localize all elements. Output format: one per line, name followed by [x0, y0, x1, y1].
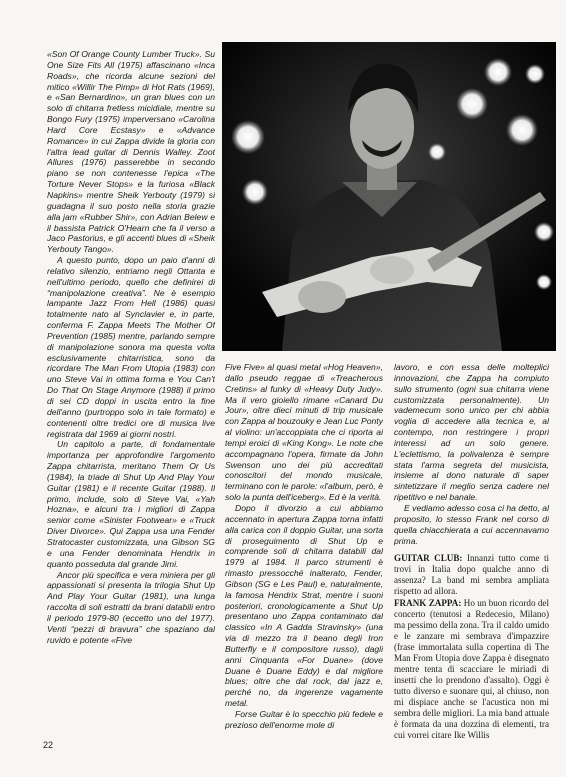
paragraph: Five Five» al quasi metal «Hog Heaven», dallo pseudo reggae di «Treacherous Cretins» al funky di «Heavy Duty Judy». Ma il vero gioiello rimane «Canard Du Jour», oltre dieci minuti di trip musicale con Zappa al bouzouky e Jean Luc Ponty al violino: un'accoppiata che ci riporta ai tempi eroici di «King Kong». Le note che accompagnano l'opera, firmate da John Swenson uno dei più accreditati conoscitori del mondo musicale, terminano con le parole: «l'album, però, è solo la punta dell'iceberg». Ed è la verità. [225, 362, 383, 503]
article-column-right [394, 362, 549, 762]
concert-photo [222, 42, 556, 351]
paragraph: A questo punto, dopo un paio d'anni di relativo silenzio, entriamo negli Ottanta e nell'ultimo periodo, quello che definirei di “manipolazione creativa”. Ne è esempio lampante Jazz From Hell (1986) quasi totalmente nato al Synclavier e, in parte, conferma F. Zappa Meets The Mother Of Prevention (1985) mentre, parlando sempre di manipolazione sonora ma questa volta esclusivamente chitarristica, sono da ricordare The Man From Utopia (1983) con uno Steve Vai in ottima forma e You Can't Do That On Stage Anymore (1988) il primo di sei CD doppi in uscita entro la fine dell'anno (purtroppo solo in tale formato) e contenenti oltre tredici ore di musica live registrata dal 1969 ai giorni nostri. [47, 255, 215, 439]
paragraph: Dopo il divorzio a cui abbiamo accennato in apertura Zappa torna infatti alla carica con il doppio Guitar, una sorta di proseguimento di Shut Up e comprende soli di chitarra databili dal 1979 al 1984. Il parco strumenti è rimasto pressocché inalterato, Fender, Gibson (SG e Les Paul) e, naturalmente, la famosa Hendrix Strat, mentre i suoni posteriori, cronologicamente a Shut Up presentano uno Zappa contaminato dal classico «In A Gadda Stravinsky» (una via di mezzo tra il beano degli Iron Butterfly e il compositore russo), dagli anni Cinquanta «For Duane» (dove Duane è Duane Eddy) e dal migliore blues; oltre che dal rock, dal jazz e, perché no, da ingerenze vagamente metal. [225, 502, 383, 709]
paragraph: Un capitolo a parte, di fondamentale importanza per approfondire l'argomento Zappa chitarrista, meritano Them Or Us (1984), la triade di Shut Up And Play Your Guitar (1981) e il recente Guitar (1988). Il primo, include, solo di Steve Vai, «Yah Hozna», e alcuni tra i migliori di Zappa senior come «Sinister Footwear» e «Truck Diver Divorce». Qui Zappa usa una Fender Stratocaster customizzata, una Gibson SG e una Fender denominata Hendrix in quanto posseduta dal grande Jimi. [47, 439, 215, 569]
paragraph: Forse Guitar è lo specchio più fedele e prezioso dell'enorme mole di [225, 709, 383, 730]
interview [394, 553, 549, 741]
speaker-text: Innanzi tutto come ti trovi in Italia dopo qualche anno di assenza? La band mi sembra ampliata rispetto ad allora. [394, 553, 549, 597]
interview-question [394, 553, 549, 597]
speaker-label: FRANK ZAPPA: [394, 597, 462, 608]
speaker-label: GUITAR CLUB: [394, 553, 463, 564]
interview-answer [394, 598, 549, 742]
paragraph: E vediamo adesso cosa ci ha detto, al proposito, lo stesso Frank nel corso di quella chiacchierata a cui accennavamo prima. [394, 502, 549, 546]
article-column-left [47, 49, 215, 744]
paragraph: lavoro, e con essa delle molteplici innovazioni, che Zappa ha compiuto sullo strumento (ogni sua chitarra viene customizzata personalmente). Un vademecum sono unico per chi abbia voglia di accedere alla tecnica e, al contempo, non restringere i propri interessi ad un solo genere. L'eclettismo, la polivalenza è sempre stata l'arma segreta del musicista, insieme al dono naturale di saper sintetizzare il meglio senza cadere nel ripetitivo e nel banale. [394, 362, 549, 503]
speaker-text: Ho un buon ricordo del concerto (tenutosi a Redecesio, Milano) ma pessimo della zona. Tra il caldo umido e le zanzare mi sembrava d'impazzire (frase immortalata sulla copertina di The Man From Utopia dove Zappa è disegnato mentre tenta di scacciare le miriadi di insetti che lo prendono d'assalto). Oggi è tutto diverso e suonare qui, al chiuso, non mi dispiace anche se l'acustica non mi sembra delle migliori. La mia band attuale è formata da una dozzina di elementi, tra cui vorrei citare Ike Willis [394, 597, 549, 741]
paragraph: «Son Of Orange County Lumber Truck». Su One Size Fits All (1975) affascinano «Inca Roads», che ricorda alcune sezioni del mitico «Willir The Pimp» di Hot Rats (1969), e «San Bernardino», un gran blues con un solo di chitarra fretless micidiale, mentre su Bongo Fury (1975) imperversano «Carolina Hard Core Ecstasy» e «Advance Romance» in cui Zappa divide la gloria con l'altra lead guitar di Dennis Walley. Zoot Allures (1976) passerebbe in secondo piano se non contenesse l'epica «The Torture Never Stops» e la furiosa «Black Napkins» mentre Sheik Yerbouty (1979) si guadagna il suo posto nella storia grazie alla jam «Rubber Shir», con Adrian Belew e il bassista Patrick O'Hearn che fa il verso a Jaco Pastorius, e gli accenti blues di «Sheik Yerbouty Tango». [47, 49, 215, 255]
guitarist-photo-illustration [222, 42, 556, 351]
paragraph: Ancor più specifica e vera miniera per gli appassionati si presenta la trilogia Shut Up And Play Your Guitar (1981), una lunga raccolta di soli estratti da brani databili entro il periodo 1979-80 (eccetto uno del 1977). Venti “pezzi di bravura” che spaziano dal ruvido e potente «Five [47, 569, 215, 645]
article-column-middle [225, 362, 383, 742]
page-number: 22 [43, 740, 54, 750]
